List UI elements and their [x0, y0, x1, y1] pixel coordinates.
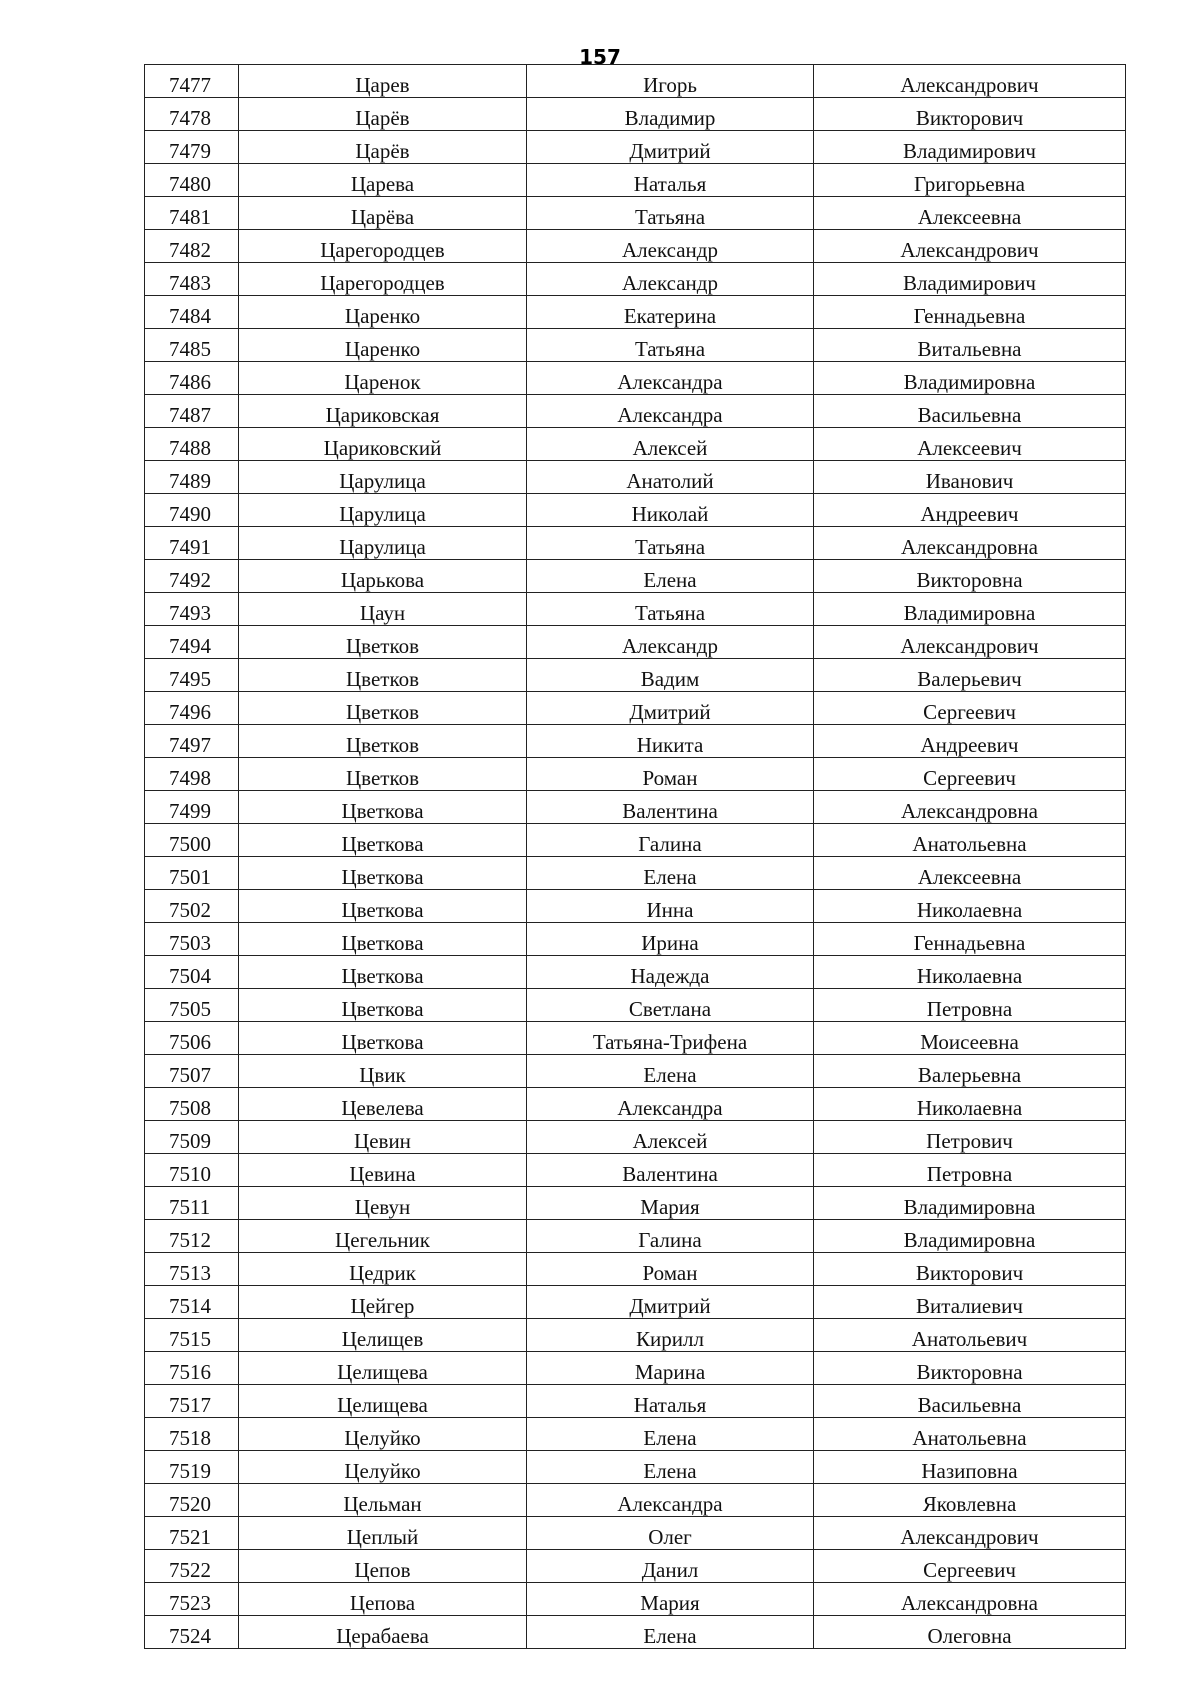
- last-name-cell: Целуйко: [239, 1451, 527, 1484]
- row-number-cell: 7513: [145, 1253, 239, 1286]
- patronymic-cell: Александровна: [814, 527, 1126, 560]
- row-number-cell: 7492: [145, 560, 239, 593]
- patronymic-cell: Александрович: [814, 230, 1126, 263]
- table-row: [145, 1286, 1126, 1319]
- row-number-cell: 7508: [145, 1088, 239, 1121]
- patronymic-cell: Викторович: [814, 1253, 1126, 1286]
- table-row: [145, 1154, 1126, 1187]
- first-name-cell: Татьяна: [527, 593, 814, 626]
- first-name-cell: Светлана: [527, 989, 814, 1022]
- patronymic-cell: Петрович: [814, 1121, 1126, 1154]
- patronymic-cell: Сергеевич: [814, 758, 1126, 791]
- row-number-cell: 7486: [145, 362, 239, 395]
- last-name-cell: Целищева: [239, 1352, 527, 1385]
- last-name-cell: Цеплый: [239, 1517, 527, 1550]
- last-name-cell: Царулица: [239, 461, 527, 494]
- table-row: [145, 824, 1126, 857]
- table-row: [145, 923, 1126, 956]
- patronymic-cell: Назиповна: [814, 1451, 1126, 1484]
- first-name-cell: Александра: [527, 1484, 814, 1517]
- name-list-table-container: [144, 64, 1126, 1649]
- last-name-cell: Цегельник: [239, 1220, 527, 1253]
- first-name-cell: Татьяна: [527, 197, 814, 230]
- first-name-cell: Наталья: [527, 1385, 814, 1418]
- last-name-cell: Цепова: [239, 1583, 527, 1616]
- table-row: [145, 395, 1126, 428]
- last-name-cell: Цаун: [239, 593, 527, 626]
- table-row: [145, 362, 1126, 395]
- first-name-cell: Елена: [527, 1451, 814, 1484]
- row-number-cell: 7512: [145, 1220, 239, 1253]
- patronymic-cell: Яковлевна: [814, 1484, 1126, 1517]
- row-number-cell: 7517: [145, 1385, 239, 1418]
- first-name-cell: Валентина: [527, 791, 814, 824]
- patronymic-cell: Владимировна: [814, 362, 1126, 395]
- last-name-cell: Цельман: [239, 1484, 527, 1517]
- row-number-cell: 7485: [145, 329, 239, 362]
- patronymic-cell: Владимировна: [814, 1187, 1126, 1220]
- patronymic-cell: Александрович: [814, 1517, 1126, 1550]
- last-name-cell: Цевелева: [239, 1088, 527, 1121]
- last-name-cell: Церабаева: [239, 1616, 527, 1649]
- last-name-cell: Цветкова: [239, 956, 527, 989]
- table-row: [145, 725, 1126, 758]
- first-name-cell: Алексей: [527, 428, 814, 461]
- row-number-cell: 7502: [145, 890, 239, 923]
- patronymic-cell: Андреевич: [814, 725, 1126, 758]
- last-name-cell: Цветков: [239, 758, 527, 791]
- last-name-cell: Цариковская: [239, 395, 527, 428]
- patronymic-cell: Алексеевна: [814, 197, 1126, 230]
- table-row: [145, 1352, 1126, 1385]
- table-row: [145, 626, 1126, 659]
- first-name-cell: Елена: [527, 1055, 814, 1088]
- patronymic-cell: Викторович: [814, 98, 1126, 131]
- row-number-cell: 7504: [145, 956, 239, 989]
- first-name-cell: Елена: [527, 857, 814, 890]
- table-row: [145, 989, 1126, 1022]
- first-name-cell: Екатерина: [527, 296, 814, 329]
- row-number-cell: 7507: [145, 1055, 239, 1088]
- first-name-cell: Николай: [527, 494, 814, 527]
- first-name-cell: Татьяна-Трифена: [527, 1022, 814, 1055]
- first-name-cell: Надежда: [527, 956, 814, 989]
- last-name-cell: Царёв: [239, 131, 527, 164]
- last-name-cell: Цевина: [239, 1154, 527, 1187]
- table-row: [145, 263, 1126, 296]
- row-number-cell: 7493: [145, 593, 239, 626]
- patronymic-cell: Александровна: [814, 1583, 1126, 1616]
- last-name-cell: Царенок: [239, 362, 527, 395]
- patronymic-cell: Геннадьевна: [814, 923, 1126, 956]
- last-name-cell: Царегородцев: [239, 230, 527, 263]
- first-name-cell: Валентина: [527, 1154, 814, 1187]
- table-row: [145, 791, 1126, 824]
- first-name-cell: Татьяна: [527, 329, 814, 362]
- row-number-cell: 7484: [145, 296, 239, 329]
- row-number-cell: 7499: [145, 791, 239, 824]
- table-row: [145, 1418, 1126, 1451]
- first-name-cell: Александр: [527, 230, 814, 263]
- first-name-cell: Дмитрий: [527, 1286, 814, 1319]
- first-name-cell: Олег: [527, 1517, 814, 1550]
- first-name-cell: Владимир: [527, 98, 814, 131]
- table-row: [145, 1253, 1126, 1286]
- last-name-cell: Цветков: [239, 659, 527, 692]
- row-number-cell: 7520: [145, 1484, 239, 1517]
- table-row: [145, 1187, 1126, 1220]
- table-row: [145, 1055, 1126, 1088]
- last-name-cell: Цветкова: [239, 1022, 527, 1055]
- table-row: [145, 593, 1126, 626]
- row-number-cell: 7479: [145, 131, 239, 164]
- patronymic-cell: Виталиевич: [814, 1286, 1126, 1319]
- first-name-cell: Инна: [527, 890, 814, 923]
- table-row: [145, 164, 1126, 197]
- row-number-cell: 7521: [145, 1517, 239, 1550]
- table-row: [145, 659, 1126, 692]
- patronymic-cell: Николаевна: [814, 956, 1126, 989]
- patronymic-cell: Петровна: [814, 1154, 1126, 1187]
- last-name-cell: Царенко: [239, 296, 527, 329]
- table-row: [145, 956, 1126, 989]
- table-row: [145, 1583, 1126, 1616]
- row-number-cell: 7505: [145, 989, 239, 1022]
- row-number-cell: 7483: [145, 263, 239, 296]
- first-name-cell: Мария: [527, 1187, 814, 1220]
- last-name-cell: Цветков: [239, 626, 527, 659]
- table-row: [145, 1550, 1126, 1583]
- row-number-cell: 7481: [145, 197, 239, 230]
- row-number-cell: 7501: [145, 857, 239, 890]
- row-number-cell: 7488: [145, 428, 239, 461]
- last-name-cell: Цветкова: [239, 824, 527, 857]
- patronymic-cell: Сергеевич: [814, 692, 1126, 725]
- row-number-cell: 7523: [145, 1583, 239, 1616]
- first-name-cell: Вадим: [527, 659, 814, 692]
- last-name-cell: Царькова: [239, 560, 527, 593]
- table-row: [145, 296, 1126, 329]
- patronymic-cell: Валерьевна: [814, 1055, 1126, 1088]
- first-name-cell: Галина: [527, 1220, 814, 1253]
- table-body: [145, 65, 1126, 1649]
- last-name-cell: Царёв: [239, 98, 527, 131]
- row-number-cell: 7491: [145, 527, 239, 560]
- table-row: [145, 692, 1126, 725]
- first-name-cell: Елена: [527, 1616, 814, 1649]
- table-row: [145, 1022, 1126, 1055]
- first-name-cell: Наталья: [527, 164, 814, 197]
- table-row: [145, 98, 1126, 131]
- table-row: [145, 65, 1126, 98]
- patronymic-cell: Сергеевич: [814, 1550, 1126, 1583]
- patronymic-cell: Анатольевич: [814, 1319, 1126, 1352]
- row-number-cell: 7503: [145, 923, 239, 956]
- table-row: [145, 1220, 1126, 1253]
- last-name-cell: Цветкова: [239, 989, 527, 1022]
- last-name-cell: Цветков: [239, 725, 527, 758]
- last-name-cell: Цветкова: [239, 857, 527, 890]
- table-row: [145, 1484, 1126, 1517]
- table-row: [145, 230, 1126, 263]
- row-number-cell: 7519: [145, 1451, 239, 1484]
- row-number-cell: 7509: [145, 1121, 239, 1154]
- first-name-cell: Марина: [527, 1352, 814, 1385]
- patronymic-cell: Владимировна: [814, 1220, 1126, 1253]
- row-number-cell: 7500: [145, 824, 239, 857]
- row-number-cell: 7510: [145, 1154, 239, 1187]
- last-name-cell: Царулица: [239, 527, 527, 560]
- last-name-cell: Целуйко: [239, 1418, 527, 1451]
- first-name-cell: Кирилл: [527, 1319, 814, 1352]
- patronymic-cell: Владимирович: [814, 263, 1126, 296]
- table-row: [145, 527, 1126, 560]
- row-number-cell: 7495: [145, 659, 239, 692]
- last-name-cell: Цейгер: [239, 1286, 527, 1319]
- patronymic-cell: Алексеевич: [814, 428, 1126, 461]
- row-number-cell: 7524: [145, 1616, 239, 1649]
- first-name-cell: Елена: [527, 560, 814, 593]
- patronymic-cell: Александровна: [814, 791, 1126, 824]
- row-number-cell: 7477: [145, 65, 239, 98]
- row-number-cell: 7514: [145, 1286, 239, 1319]
- row-number-cell: 7497: [145, 725, 239, 758]
- row-number-cell: 7490: [145, 494, 239, 527]
- last-name-cell: Царева: [239, 164, 527, 197]
- patronymic-cell: Алексеевна: [814, 857, 1126, 890]
- row-number-cell: 7480: [145, 164, 239, 197]
- patronymic-cell: Викторовна: [814, 560, 1126, 593]
- first-name-cell: Роман: [527, 1253, 814, 1286]
- first-name-cell: Александра: [527, 395, 814, 428]
- first-name-cell: Галина: [527, 824, 814, 857]
- patronymic-cell: Анатольевна: [814, 1418, 1126, 1451]
- page-number: 157: [579, 45, 621, 69]
- last-name-cell: Царёва: [239, 197, 527, 230]
- patronymic-cell: Владимировна: [814, 593, 1126, 626]
- patronymic-cell: Владимирович: [814, 131, 1126, 164]
- last-name-cell: Царулица: [239, 494, 527, 527]
- patronymic-cell: Васильевна: [814, 395, 1126, 428]
- row-number-cell: 7494: [145, 626, 239, 659]
- last-name-cell: Целищева: [239, 1385, 527, 1418]
- table-row: [145, 890, 1126, 923]
- row-number-cell: 7522: [145, 1550, 239, 1583]
- last-name-cell: Цветкова: [239, 923, 527, 956]
- first-name-cell: Ирина: [527, 923, 814, 956]
- patronymic-cell: Витальевна: [814, 329, 1126, 362]
- patronymic-cell: Иванович: [814, 461, 1126, 494]
- patronymic-cell: Геннадьевна: [814, 296, 1126, 329]
- last-name-cell: Цариковский: [239, 428, 527, 461]
- table-row: [145, 494, 1126, 527]
- last-name-cell: Цевун: [239, 1187, 527, 1220]
- table-row: [145, 1616, 1126, 1649]
- row-number-cell: 7478: [145, 98, 239, 131]
- patronymic-cell: Григорьевна: [814, 164, 1126, 197]
- patronymic-cell: Валерьевич: [814, 659, 1126, 692]
- patronymic-cell: Андреевич: [814, 494, 1126, 527]
- last-name-cell: Царегородцев: [239, 263, 527, 296]
- table-row: [145, 758, 1126, 791]
- last-name-cell: Цветкова: [239, 791, 527, 824]
- row-number-cell: 7498: [145, 758, 239, 791]
- row-number-cell: 7518: [145, 1418, 239, 1451]
- first-name-cell: Александр: [527, 626, 814, 659]
- patronymic-cell: Викторовна: [814, 1352, 1126, 1385]
- last-name-cell: Цедрик: [239, 1253, 527, 1286]
- first-name-cell: Дмитрий: [527, 131, 814, 164]
- table-row: [145, 329, 1126, 362]
- first-name-cell: Татьяна: [527, 527, 814, 560]
- last-name-cell: Цветкова: [239, 890, 527, 923]
- first-name-cell: Роман: [527, 758, 814, 791]
- first-name-cell: Алексей: [527, 1121, 814, 1154]
- table-row: [145, 428, 1126, 461]
- patronymic-cell: Моисеевна: [814, 1022, 1126, 1055]
- last-name-cell: Цепов: [239, 1550, 527, 1583]
- first-name-cell: Данил: [527, 1550, 814, 1583]
- last-name-cell: Целищев: [239, 1319, 527, 1352]
- table-row: [145, 1319, 1126, 1352]
- table-row: [145, 857, 1126, 890]
- name-list-table: [144, 64, 1126, 1649]
- last-name-cell: Цветков: [239, 692, 527, 725]
- patronymic-cell: Николаевна: [814, 1088, 1126, 1121]
- table-row: [145, 131, 1126, 164]
- table-row: [145, 1121, 1126, 1154]
- table-row: [145, 1517, 1126, 1550]
- row-number-cell: 7506: [145, 1022, 239, 1055]
- table-row: [145, 1385, 1126, 1418]
- first-name-cell: Александра: [527, 1088, 814, 1121]
- last-name-cell: Царев: [239, 65, 527, 98]
- last-name-cell: Цевин: [239, 1121, 527, 1154]
- first-name-cell: Александр: [527, 263, 814, 296]
- row-number-cell: 7515: [145, 1319, 239, 1352]
- first-name-cell: Игорь: [527, 65, 814, 98]
- first-name-cell: Дмитрий: [527, 692, 814, 725]
- first-name-cell: Елена: [527, 1418, 814, 1451]
- patronymic-cell: Анатольевна: [814, 824, 1126, 857]
- row-number-cell: 7489: [145, 461, 239, 494]
- patronymic-cell: Николаевна: [814, 890, 1126, 923]
- table-row: [145, 560, 1126, 593]
- patronymic-cell: Васильевна: [814, 1385, 1126, 1418]
- row-number-cell: 7516: [145, 1352, 239, 1385]
- patronymic-cell: Александрович: [814, 626, 1126, 659]
- table-row: [145, 1451, 1126, 1484]
- last-name-cell: Царенко: [239, 329, 527, 362]
- patronymic-cell: Олеговна: [814, 1616, 1126, 1649]
- first-name-cell: Никита: [527, 725, 814, 758]
- patronymic-cell: Александрович: [814, 65, 1126, 98]
- table-row: [145, 1088, 1126, 1121]
- row-number-cell: 7496: [145, 692, 239, 725]
- first-name-cell: Александра: [527, 362, 814, 395]
- patronymic-cell: Петровна: [814, 989, 1126, 1022]
- row-number-cell: 7482: [145, 230, 239, 263]
- row-number-cell: 7511: [145, 1187, 239, 1220]
- table-row: [145, 197, 1126, 230]
- first-name-cell: Мария: [527, 1583, 814, 1616]
- row-number-cell: 7487: [145, 395, 239, 428]
- first-name-cell: Анатолий: [527, 461, 814, 494]
- table-row: [145, 461, 1126, 494]
- last-name-cell: Цвик: [239, 1055, 527, 1088]
